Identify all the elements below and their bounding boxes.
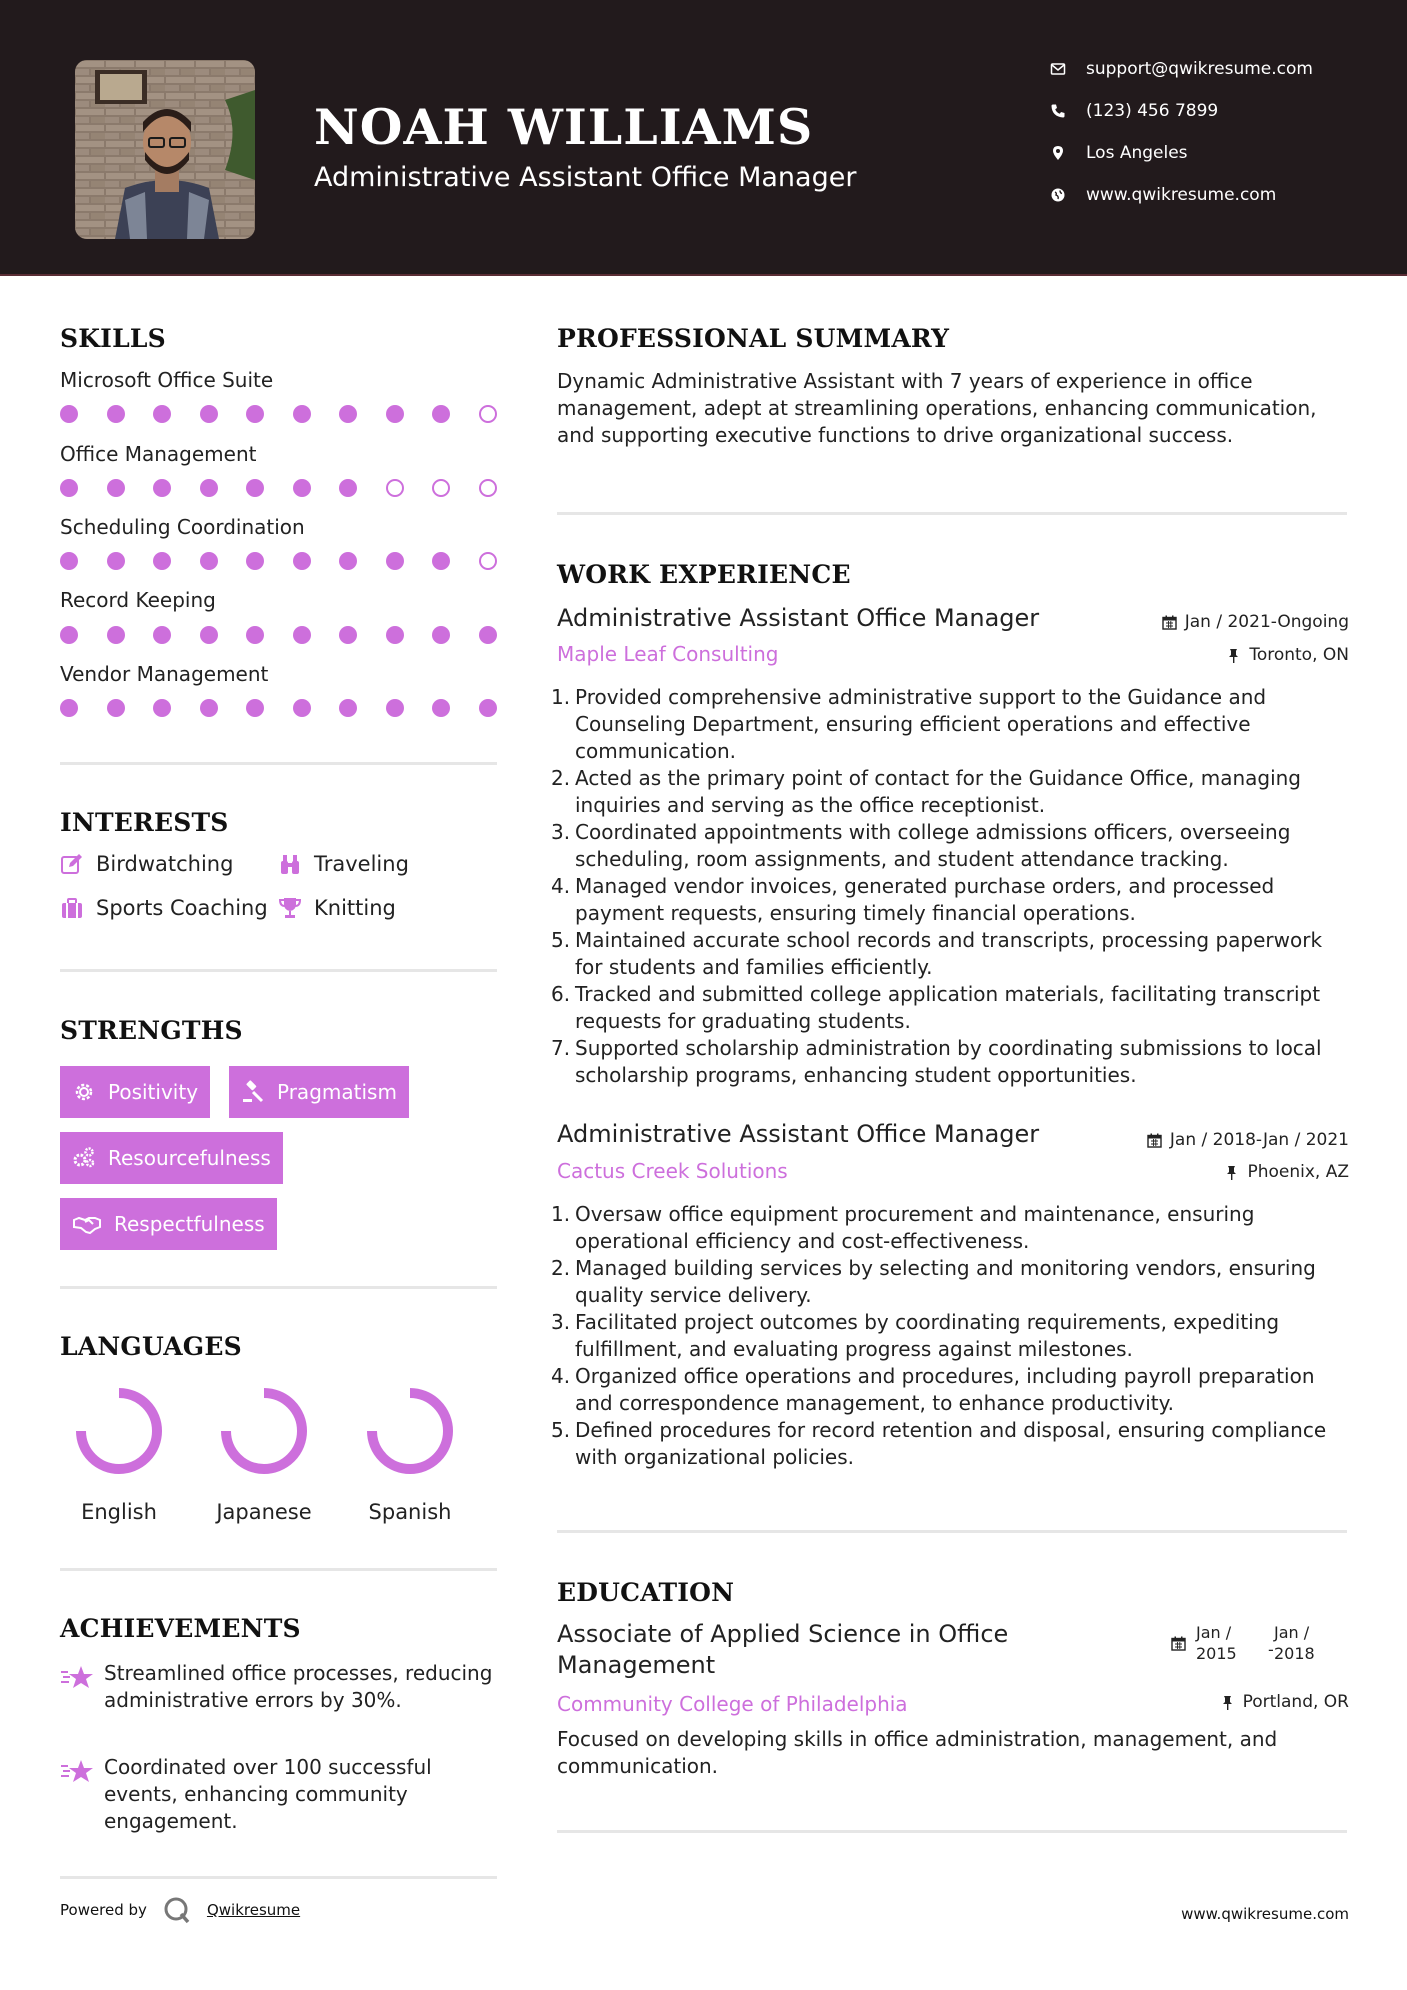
skill-dot-filled [479, 626, 497, 644]
responsibility-text: Supported scholarship administration by coordinating submissions to local scholarship programs, enhancing student opportunities. [575, 1036, 1322, 1087]
responsibility-number: 3. [551, 820, 571, 844]
job-location-text: Toronto, ON [1249, 645, 1349, 665]
skill-dot-filled [153, 699, 171, 717]
skill-dot-filled [60, 552, 78, 570]
skill-dot-filled [293, 626, 311, 644]
job-responsibilities [551, 684, 1347, 1089]
briefcase-icon [60, 896, 96, 920]
responsibility-item [551, 1255, 1347, 1309]
job-title: Administrative Assistant Office Manager [557, 1120, 1040, 1148]
pushpin-icon [1226, 648, 1241, 663]
strength-label: Respectfulness [114, 1212, 265, 1236]
skill-dot-empty [479, 552, 497, 570]
skill-dot-filled [153, 552, 171, 570]
skill-dot-empty [386, 479, 404, 497]
responsibility-number: 1. [551, 685, 571, 709]
strength-label: Positivity [108, 1080, 199, 1104]
trophy-icon [278, 896, 314, 920]
contact-website-text: www.qwikresume.com [1086, 185, 1277, 205]
skill-dot-filled [246, 479, 264, 497]
edit-icon [60, 852, 96, 876]
languages-heading: LANGUAGES [60, 1332, 242, 1361]
skill-dot-filled [293, 479, 311, 497]
contact-email-text: support@qwikresume.com [1086, 59, 1313, 79]
achievement-item [60, 1660, 500, 1714]
summary-text: Dynamic Administrative Assistant with 7 years of experience in office management, adept at streamlining operations, enhancing communication, and supporting executive functions to drive organizational success. [557, 369, 1317, 447]
interest-item [278, 896, 396, 920]
responsibility-text: Organized office operations and procedures, including payroll preparation and correspondence management, to enhance productivity. [575, 1364, 1315, 1415]
pushpin-icon [1220, 1695, 1235, 1710]
date-month: Jan / [1274, 1623, 1310, 1642]
strength-chip [60, 1198, 277, 1250]
responsibility-item [551, 1363, 1347, 1417]
job-location-text: Phoenix, AZ [1247, 1162, 1349, 1182]
education-heading: EDUCATION [557, 1578, 735, 1607]
skill-dot-filled [339, 699, 357, 717]
handshake-icon [72, 1212, 102, 1236]
responsibility-item [551, 927, 1347, 981]
strength-chip [229, 1066, 409, 1118]
responsibility-number: 7. [551, 1036, 571, 1060]
responsibility-text: Facilitated project outcomes by coordinating requirements, expediting fulfillment, and evaluating progress against milestones. [575, 1310, 1280, 1361]
skill-dot-filled [200, 699, 218, 717]
contact-phone-text: (123) 456 7899 [1086, 101, 1219, 121]
education-end-date [1274, 1622, 1315, 1664]
date-year: 2018 [1274, 1644, 1315, 1663]
section-divider [60, 969, 497, 972]
responsibility-item [551, 1035, 1347, 1089]
skill-dot-filled [246, 405, 264, 423]
section-divider [557, 512, 1347, 515]
responsibility-number: 6. [551, 982, 571, 1006]
contact-location-text: Los Angeles [1086, 143, 1188, 163]
contact-website[interactable] [1050, 182, 1370, 208]
skill-name: Office Management [60, 442, 257, 466]
responsibility-number: 3. [551, 1310, 571, 1334]
responsibility-number: 1. [551, 1202, 571, 1226]
company-name: Cactus Creek Solutions [557, 1159, 788, 1183]
skill-dot-filled [293, 405, 311, 423]
responsibility-number: 2. [551, 1256, 571, 1280]
responsibility-text: Provided comprehensive administrative support to the Guidance and Counseling Department, ensuring efficient operations and effective communication. [575, 685, 1267, 763]
strengths-heading: STRENGTHS [60, 1016, 243, 1045]
work-experience-heading: WORK EXPERIENCE [557, 560, 851, 589]
responsibility-text: Oversaw office equipment procurement and maintenance, ensuring operational efficiency and cost-effectiveness. [575, 1202, 1255, 1253]
skill-dot-filled [479, 699, 497, 717]
gavel-icon [241, 1080, 265, 1104]
skill-dot-filled [339, 626, 357, 644]
section-divider [557, 1830, 1347, 1833]
company-name: Maple Leaf Consulting [557, 642, 779, 666]
language-proficiency-arc [226, 1393, 302, 1469]
skill-dot-filled [107, 405, 125, 423]
skill-dot-filled [386, 552, 404, 570]
responsibility-number: 5. [551, 1418, 571, 1442]
skill-dot-filled [293, 552, 311, 570]
skill-rating [60, 626, 497, 644]
skill-dot-filled [107, 699, 125, 717]
interest-label: Traveling [314, 852, 409, 876]
language-proficiency-ring [219, 1386, 309, 1476]
job-location [1224, 1162, 1349, 1182]
language-item [209, 1386, 319, 1524]
degree-title-line: Associate of Applied Science in Office [557, 1620, 1009, 1648]
education-start-date [1196, 1622, 1237, 1664]
section-divider [60, 1568, 497, 1571]
responsibility-item [551, 873, 1347, 927]
qwikresume-logo-icon [163, 1896, 191, 1924]
job-responsibilities [551, 1201, 1347, 1471]
responsibility-number: 4. [551, 1364, 571, 1388]
skill-dot-filled [107, 479, 125, 497]
skill-name: Vendor Management [60, 662, 269, 686]
achievements-heading: ACHIEVEMENTS [60, 1614, 301, 1643]
skill-name: Microsoft Office Suite [60, 368, 274, 392]
skill-dot-filled [200, 552, 218, 570]
responsibility-item [551, 684, 1347, 765]
responsibility-item [551, 819, 1347, 873]
interest-label: Knitting [314, 896, 396, 920]
contact-phone[interactable] [1050, 98, 1370, 124]
responsibility-text: Tracked and submitted college application materials, facilitating transcript requests for graduating students. [575, 982, 1321, 1033]
skill-dot-filled [153, 405, 171, 423]
responsibility-item [551, 765, 1347, 819]
language-proficiency-ring [365, 1386, 455, 1476]
skill-dot-filled [339, 552, 357, 570]
skill-dot-filled [293, 699, 311, 717]
interest-item [60, 896, 268, 920]
skill-dot-empty [479, 405, 497, 423]
summary-heading: PROFESSIONAL SUMMARY [557, 324, 950, 353]
location-pin-icon [1050, 145, 1086, 161]
section-divider [60, 1876, 497, 1879]
contact-location [1050, 140, 1370, 166]
skill-dot-filled [386, 405, 404, 423]
pushpin-icon [1224, 1165, 1239, 1180]
skill-dot-filled [246, 626, 264, 644]
language-proficiency-arc [81, 1393, 157, 1469]
responsibility-item [551, 981, 1347, 1035]
responsibility-text: Maintained accurate school records and transcripts, processing paperwork for students and families efficiently. [575, 928, 1323, 979]
responsibility-text: Coordinated appointments with college admissions officers, overseeing scheduling, room assignments, and student attendance tracking. [575, 820, 1291, 871]
skill-name: Scheduling Coordination [60, 515, 305, 539]
footer-powered-by [60, 1896, 300, 1924]
skill-dot-filled [200, 405, 218, 423]
language-proficiency-ring [74, 1386, 164, 1476]
skill-dot-filled [386, 626, 404, 644]
education-location-text: Portland, OR [1242, 1692, 1349, 1712]
degree-title-line: Management [557, 1651, 716, 1679]
section-divider [557, 1530, 1347, 1533]
profile-photo [75, 60, 255, 239]
skill-dot-filled [339, 405, 357, 423]
skill-dot-filled [200, 479, 218, 497]
date-year: 2015 [1196, 1644, 1237, 1663]
candidate-name: NOAH WILLIAMS [314, 98, 814, 156]
interests-heading: INTERESTS [60, 808, 229, 837]
skill-dot-filled [60, 699, 78, 717]
section-divider [60, 762, 497, 765]
skill-dot-filled [200, 626, 218, 644]
footer-website[interactable]: www.qwikresume.com [1181, 1905, 1349, 1923]
skill-dot-filled [386, 699, 404, 717]
skill-dot-filled [246, 699, 264, 717]
responsibility-text: Managed vendor invoices, generated purchase orders, and processed payment requests, ensuring timely financial operations. [575, 874, 1275, 925]
strength-chip [60, 1132, 283, 1184]
responsibility-text: Defined procedures for record retention and disposal, ensuring compliance with organizational policies. [575, 1418, 1327, 1469]
skill-dot-filled [432, 405, 450, 423]
job-dates [1162, 612, 1349, 632]
skill-dot-filled [60, 405, 78, 423]
interest-item [60, 852, 233, 876]
skill-dot-filled [107, 552, 125, 570]
responsibility-item [551, 1201, 1347, 1255]
education-description: Focused on developing skills in office administration, management, and communication. [557, 1727, 1278, 1778]
language-proficiency-arc [372, 1393, 448, 1469]
skill-dot-empty [432, 479, 450, 497]
school-name: Community College of Philadelphia [557, 1692, 908, 1716]
skill-name: Record Keeping [60, 588, 216, 612]
candidate-title: Administrative Assistant Office Manager [314, 162, 857, 193]
responsibility-text: Managed building services by selecting and monitoring vendors, ensuring quality service delivery. [575, 1256, 1316, 1307]
skill-dot-filled [60, 626, 78, 644]
achievement-text: Coordinated over 100 successful events, enhancing community engagement. [104, 1755, 432, 1833]
calendar-icon [1171, 1636, 1186, 1651]
responsibility-item [551, 1417, 1347, 1471]
brand-link[interactable]: Qwikresume [206, 1901, 301, 1919]
date-month: Jan / [1196, 1623, 1232, 1642]
skill-dot-filled [153, 626, 171, 644]
job-dates-text: Jan / 2018-Jan / 2021 [1169, 1130, 1349, 1150]
education-location [1220, 1692, 1349, 1712]
calendar-icon [1162, 615, 1177, 630]
job-location [1226, 645, 1349, 665]
skill-dot-filled [432, 699, 450, 717]
strength-chip [60, 1066, 210, 1118]
responsibility-number: 2. [551, 766, 571, 790]
email-icon [1050, 61, 1086, 77]
gears-icon [72, 1146, 96, 1170]
job-dates-text: Jan / 2021-Ongoing [1184, 612, 1349, 632]
interest-label: Sports Coaching [96, 896, 268, 920]
responsibility-item [551, 1309, 1347, 1363]
phone-icon [1050, 103, 1086, 119]
contact-email[interactable] [1050, 56, 1370, 82]
skill-dot-filled [432, 626, 450, 644]
interest-item [278, 852, 409, 876]
language-item [64, 1386, 174, 1524]
skill-rating [60, 405, 497, 423]
responsibility-number: 4. [551, 874, 571, 898]
resume-header [0, 0, 1407, 276]
language-item [355, 1386, 465, 1524]
date-separator: - [1268, 1640, 1274, 1659]
globe-icon [1050, 187, 1086, 203]
interest-label: Birdwatching [96, 852, 234, 876]
skills-heading: SKILLS [60, 324, 166, 353]
language-name: Spanish [368, 1500, 452, 1524]
skill-dot-filled [60, 479, 78, 497]
powered-by-label: Powered by [60, 1901, 147, 1919]
responsibility-number: 5. [551, 928, 571, 952]
calendar-icon [1147, 1133, 1162, 1148]
responsibility-text: Acted as the primary point of contact for the Guidance Office, managing inquiries and serving as the office receptionist. [575, 766, 1302, 817]
achievement-item [60, 1754, 500, 1835]
gear-icon [72, 1080, 96, 1104]
achievement-text: Streamlined office processes, reducing administrative errors by 30%. [104, 1661, 493, 1712]
skill-dot-filled [339, 479, 357, 497]
job-title: Administrative Assistant Office Manager [557, 604, 1040, 632]
skill-rating [60, 552, 497, 570]
skill-rating [60, 479, 497, 497]
skill-dot-filled [246, 552, 264, 570]
skill-dot-filled [432, 552, 450, 570]
language-name: English [81, 1500, 157, 1524]
hiking-icon [278, 852, 314, 876]
star-icon [60, 1660, 104, 1714]
skill-dot-empty [479, 479, 497, 497]
language-name: Japanese [216, 1500, 312, 1524]
skill-rating [60, 699, 497, 717]
job-dates [1147, 1130, 1349, 1150]
strength-label: Pragmatism [277, 1080, 397, 1104]
strength-label: Resourcefulness [108, 1146, 271, 1170]
skill-dot-filled [153, 479, 171, 497]
section-divider [60, 1286, 497, 1289]
star-icon [60, 1754, 104, 1835]
skill-dot-filled [107, 626, 125, 644]
